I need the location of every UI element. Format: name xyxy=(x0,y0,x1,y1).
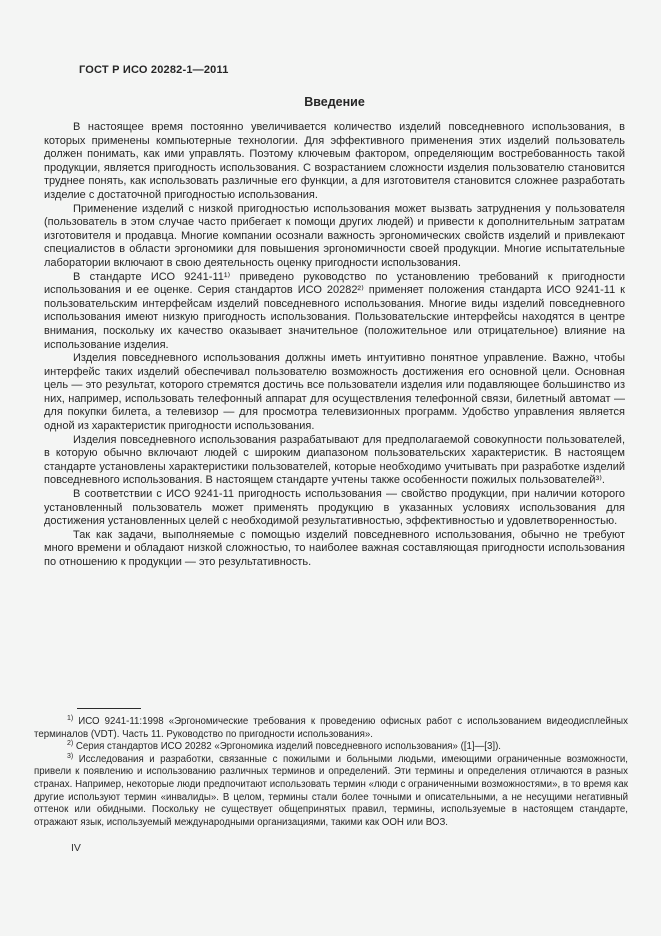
footnote-text-3: Исследования и разработки, связанные с пожилыми и больными людьми, имеющими ограниченные возможности, привели к появлению и использованию различных терминов и определений. Эти термины и определения отличаются в разных странах. Например, некоторые люди предпочитают использовать термин «люди с ограниченными возможностями», в то время как другие используют термин «инвалиды». В целом, термины стали более точными и описательными, а не несущими негативный оттенок или обидными. Поскольку не существует общепринятых правил, термины, используемые в настоящем стандарте, отражают язык, используемый международными организациями, такими как ООН или ВОЗ. xyxy=(34,753,628,828)
footnote-text-1: ИСО 9241-11:1998 «Эргономические требования к проведению офисных работ с использованием видеодисплейных терминалов (VDT). Часть 11. Руководство по пригодности использования». xyxy=(34,716,628,740)
page-title: Введение xyxy=(304,95,365,109)
intro-paragraph-4: Изделия повседневного использования должны иметь интуитивно понятное управление. Важно, чтобы интерфейс таких изделий обеспечивал пользователю возможность достижения его основной цели. Основная цель — это результат, которого стремятся достичь все пользователи изделия или подавляющее большинство из них, например, использовать телефонный аппарат для осуществления телефонной связи, билетный автомат — для покупки билета, а телевизор — для просмотра телевизионных программ. Удобство управления является одной из характеристик пригодности использования. xyxy=(44,352,625,433)
footnote-marker-3: 3) xyxy=(67,752,74,760)
footnote-marker-1: 1) xyxy=(67,714,74,722)
footnote-item-1 xyxy=(34,716,628,741)
footnote-separator xyxy=(77,708,141,709)
intro-paragraph-7: Так как задачи, выполняемые с помощью изделий повседневного использования, обычно не требуют много времени и обладают низкой сложностью, то наиболее важная составляющая пригодности использования по отношению к продукции — это результативность. xyxy=(44,528,625,568)
footnote-item-2 xyxy=(34,741,628,754)
intro-paragraph-3: В стандарте ИСО 9241-11¹⁾ приведено руководство по установлению требований к пригодности использования и ее оценке. Серия стандартов ИСО 20282²⁾ применяет положения стандарта ИСО 9241-11 к пользовательским интерфейсам изделий повседневного использования. Многие виды изделий повседневного использования имеют низкую пригодность использования. Пользовательские интерфейсы находятся в центре внимания, поскольку их качество оказывает значительное (положительное или отрицательное) влияние на использование изделия. xyxy=(44,270,625,351)
page-number: IV xyxy=(71,842,81,854)
document-header: ГОСТ Р ИСО 20282-1—2011 xyxy=(79,64,229,76)
intro-paragraph-1: В настоящее время постоянно увеличивается количество изделий повседневного использования, в которых применены компьютерные технологии. Для эффективного применения этих изделий пользователь должен понимать, как ими управлять. Поэтому ключевым фактором, определяющим востребованность такой продукции, является пригодность использования. С возрастанием сложности изделия пользователю становится труднее понять, как использовать различные его функции, а для изготовителя становится сложнее разработать изделие с достаточной пригодностью использования. xyxy=(44,121,625,201)
footnote-text-2: Серия стандартов ИСО 20282 «Эргономика изделий повседневного использования» ([1]—[3]). xyxy=(73,741,501,753)
intro-paragraph-6: В соответствии с ИСО 9241-11 пригодность использования — свойство продукции, при наличии которого установленный пользователь может применять продукцию в указанных условиях использования для достижения установленных целей с необходимой результативностью, эффективностью и удовлетворенностью. xyxy=(44,488,625,528)
footnote-item-3 xyxy=(34,754,628,830)
intro-paragraph-5: Изделия повседневного использования разрабатывают для предполагаемой совокупности пользователей, в которую обычно включают людей с широким диапазоном пользовательских характеристик. В настоящем стандарте установлены характеристики пользователей, которые необходимо учитывать при разработке изделий повседневного использования. В настоящем стандарте учтены также особенности пожилых пользователей³⁾. xyxy=(44,433,625,487)
intro-content xyxy=(44,121,625,570)
intro-paragraph-2: Применение изделий с низкой пригодностью использования может вызвать затруднения у пользователя (пользователь в этом случае часто прибегает к помощи других людей) и привести к дополнительным затратам изготовителя и продавца. Многие компании осознали важность эргономических свойств изделий и привлекают специалистов в области эргономики для повышения эргономичности своей продукции. Многие испытательные лаборатории включают в свою деятельность оценку пригодности использования. xyxy=(44,202,625,269)
footnotes-section xyxy=(34,708,628,829)
footnote-marker-2: 2) xyxy=(67,739,74,747)
